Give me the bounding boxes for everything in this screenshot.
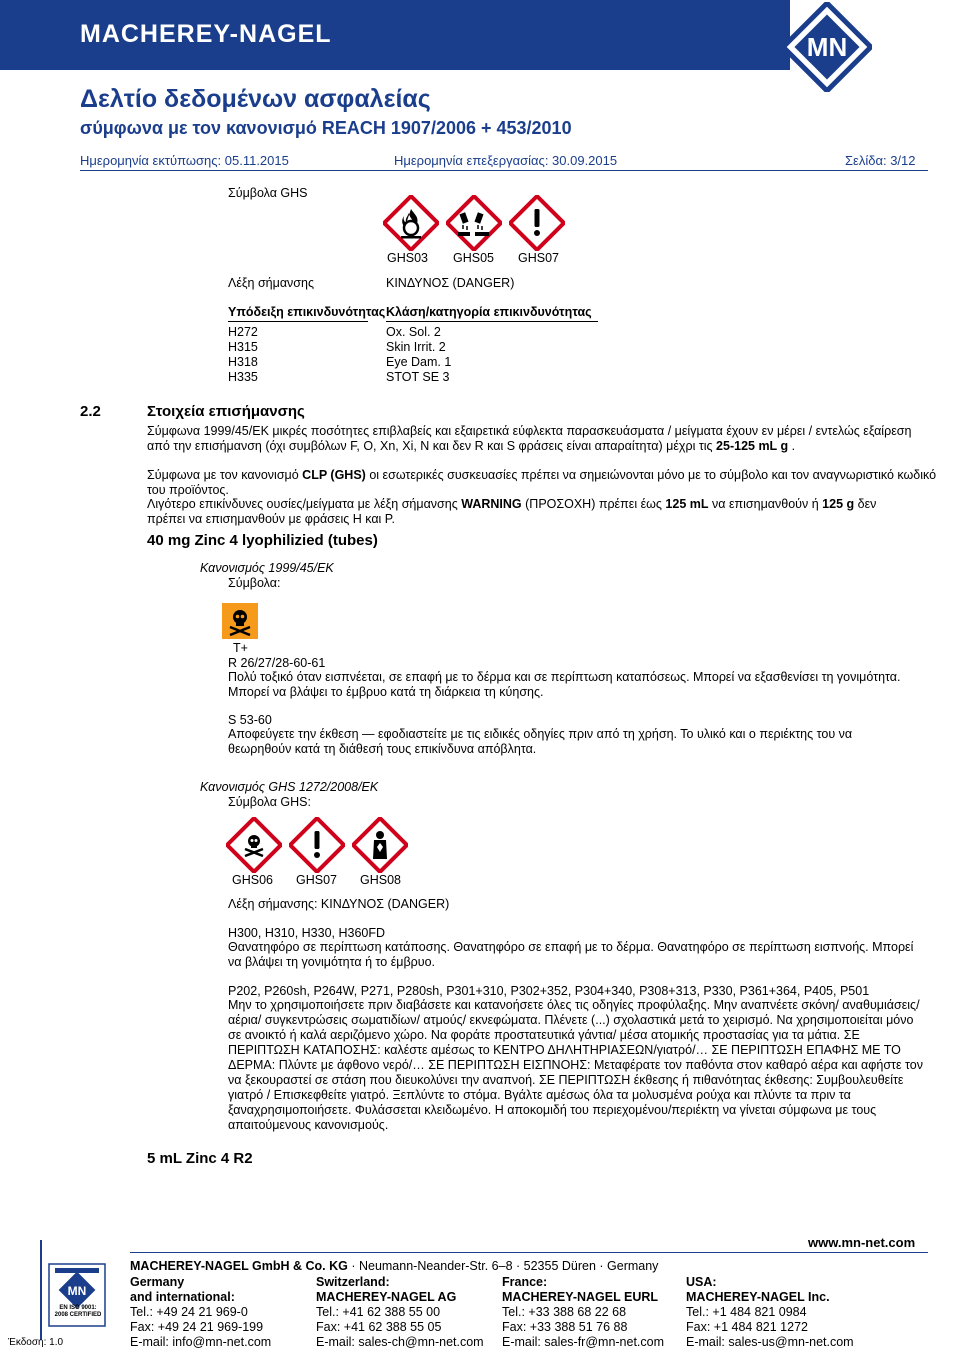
col-subheading: MACHEREY-NAGEL AG xyxy=(316,1290,457,1304)
exclamation-mark-icon xyxy=(509,195,565,251)
skull-crossbones-ghs-icon xyxy=(226,817,282,873)
symbol-code-t-plus: T+ xyxy=(233,641,248,655)
col-tel: Tel.: +33 388 68 22 68 xyxy=(502,1305,627,1319)
hazard-class: Ox. Sol. 2 xyxy=(386,325,441,339)
signal-word-line: Λέξη σήμανσης: ΚΙΝΔΥΝΟΣ (DANGER) xyxy=(228,897,450,911)
mn-logo-icon xyxy=(782,2,872,92)
brand-name: MACHEREY-NAGEL xyxy=(80,20,332,48)
p3-text-b: (ΠΡΟΣΟΧΗ) πρέπει έως xyxy=(525,497,662,511)
h-statement-codes: H300, H310, H330, H360FD xyxy=(228,926,386,940)
p3-bold-2: 125 mL xyxy=(665,497,709,511)
col-subheading: MACHEREY-NAGEL EURL xyxy=(502,1290,659,1304)
col-heading: France: xyxy=(502,1275,548,1289)
col-fax: Fax: +41 62 388 55 05 xyxy=(316,1320,442,1334)
r-phrases-text: Πολύ τοξικό όταν εισπνέεται, σε επαφή με το δέρμα και σε περίπτωση καταπόσεως. Μπορεί να εξασθενίσει τη γονιμότητα. Μπορεί να βλάψει το έμβρυο κατά τη διάρκεια τη κύησης. xyxy=(228,670,901,699)
company-name: MACHEREY-NAGEL GmbH & Co. KG xyxy=(130,1259,348,1273)
p2-text-a: Σύμφωνα με τον κανονισμό xyxy=(147,468,299,482)
signal-word-value: ΚΙΝΔΥΝΟΣ (DANGER) xyxy=(386,276,515,290)
p1-text: Σύμφωνα 1999/45/ΕΚ μικρές ποσότητες επιβλαβείς και εξαιρετικά εύφλεκτα παρασκευάσματα / μείγματα έχουν εν μέρει / εντελώς εξαίρεση από την επισήμανση (όχι συμβόλων F, O, Xn, Xi, N και δεν R και S φράσεις είναι απαραίτητα) μέχρι τις xyxy=(147,424,912,453)
ghs-code-1: GHS03 xyxy=(387,251,428,265)
footer-col-usa xyxy=(686,1275,854,1350)
exclamation-mark-ghs-icon xyxy=(289,817,345,873)
r-phrases: R 26/27/28-60-61 xyxy=(228,656,326,670)
col-fax: Fax: +49 24 21 969-199 xyxy=(130,1320,264,1334)
p3-text-c: να επισημανθούν ή xyxy=(712,497,819,511)
ghs-code-3: GHS07 xyxy=(518,251,559,265)
s-phrases-text: Αποφεύγετε την έκθεση — εφοδιαστείτε με τις ειδικές οδηγίες πριν από τη χρήση. Το υλικό και ο περιέκτης του να θεωρηθούν κατά τη διάθεσή τους επικίνδυνα απόβλητα. xyxy=(228,727,853,756)
col-tel: Tel.: +41 62 388 55 00 xyxy=(316,1305,441,1319)
regulation-label: Κανονισμός 1999/45/EK xyxy=(200,561,334,575)
hazard-code: H318 xyxy=(228,355,258,369)
ghs-code-08: GHS08 xyxy=(360,873,401,887)
version-label: Έκδοση: 1.0 xyxy=(8,1337,64,1348)
footer-divider xyxy=(130,1252,928,1253)
ghs-regulation-label: Κανονισμός GHS 1272/2008/EK xyxy=(200,780,379,794)
h-statement-text: Θανατηφόρο σε περίπτωση κατάποσης. Θανατηφόρο σε επαφή με το δέρμα. Θανατηφόρο σε περίπτωση εισπνοής. Μπορεί να βλάψει τη γονιμότητα ή το έμβρυο. xyxy=(228,940,914,969)
class-header: Κλάση/κατηγορία επικινδυνότητας xyxy=(386,305,592,319)
p3-bold-3: 125 g xyxy=(822,497,855,511)
col-heading: USA: xyxy=(686,1275,717,1289)
edit-date: Ημερομηνία επεξεργασίας: 30.09.2015 xyxy=(394,153,618,168)
col-subheading: and international: xyxy=(130,1290,235,1304)
p2-text-b: οι εσωτερικές συσκευασίες πρέπει να σημειώνονται μόνο με το σύμβολο και τον αναγνωριστικό κωδικό του προϊόντος. xyxy=(147,468,937,497)
hazard-header-rule xyxy=(228,321,368,322)
class-header-rule xyxy=(386,321,598,322)
ghs-code-2: GHS05 xyxy=(453,251,494,265)
page-title: Δελτίο δεδομένων ασφαλείας xyxy=(80,85,431,113)
ghs-code-07: GHS07 xyxy=(296,873,337,887)
ghs-code-06: GHS06 xyxy=(232,873,273,887)
health-hazard-icon xyxy=(352,817,408,873)
p3-text-d: δεν πρέπει να επισημανθούν με φράσεις H και P. xyxy=(147,497,877,526)
hazard-code: H315 xyxy=(228,340,258,354)
col-tel: Tel.: +49 24 21 969-0 xyxy=(130,1305,248,1319)
p2-bold: CLP (GHS) xyxy=(302,468,366,482)
header-divider xyxy=(80,170,928,171)
section-paragraph-2 xyxy=(147,468,937,498)
col-email[interactable]: E-mail: sales-us@mn-net.com xyxy=(686,1335,854,1349)
p3-bold-1: WARNING xyxy=(461,497,522,511)
hazard-class: Eye Dam. 1 xyxy=(386,355,452,369)
col-fax: Fax: +1 484 821 1272 xyxy=(686,1320,808,1334)
col-heading: Switzerland: xyxy=(316,1275,390,1289)
p1-end: . xyxy=(791,439,796,453)
col-tel: Tel.: +1 484 821 0984 xyxy=(686,1305,807,1319)
col-subheading: MACHEREY-NAGEL Inc. xyxy=(686,1290,830,1304)
ghs-symbols-label: Σύμβολα GHS xyxy=(228,186,308,200)
col-fax: Fax: +33 388 51 76 88 xyxy=(502,1320,628,1334)
section-paragraph-1 xyxy=(147,424,927,454)
hazard-class: STOT SE 3 xyxy=(386,370,450,384)
section-number: 2.2 xyxy=(80,403,101,420)
p1-bold: 25-125 mL g xyxy=(716,439,789,453)
company-line xyxy=(130,1259,658,1273)
col-heading: Germany xyxy=(130,1275,185,1289)
hazard-class: Skin Irrit. 2 xyxy=(386,340,446,354)
symbols-label: Σύμβολα: xyxy=(228,576,281,590)
hazard-code: H335 xyxy=(228,370,258,384)
col-email[interactable]: E-mail: sales-ch@mn-net.com xyxy=(316,1335,484,1349)
s-phrases: S 53-60 xyxy=(228,713,272,727)
company-address: · Neumann-Neander-Str. 6–8 · 52355 Düren · Germany xyxy=(351,1259,659,1273)
col-email[interactable]: E-mail: info@mn-net.com xyxy=(130,1335,272,1349)
section-title: Στοιχεία επισήμανσης xyxy=(147,403,305,420)
product-1-name: 40 mg Zinc 4 lyophilizied (tubes) xyxy=(147,532,378,549)
footer-accent-bar xyxy=(40,1240,42,1340)
p3-text-a: Λιγότερο επικίνδυνες ουσίες/μείγματα με λέξη σήμανσης xyxy=(147,497,458,511)
flame-over-circle-icon xyxy=(383,195,439,251)
skull-crossbones-icon xyxy=(222,603,258,639)
footer-col-france xyxy=(502,1275,664,1350)
footer-col-germany xyxy=(130,1275,271,1350)
page-subtitle: σύμφωνα με τον κανονισμό REACH 1907/2006 + 453/2010 xyxy=(80,118,572,138)
p-statement-text: Μην το χρησιμοποιήσετε πριν διαβάσετε και κατανοήσετε όλες τις οδηγίες προφύλαξης. Μην αναπνέετε σκόνη/ αναθυμιάσεις/ αέρια/ συγκεντρώσεις σωματιδίων/ ατμούς/ εκνεφώματα. Πλένετε (...) σχολαστικά μετά το χειρισμό. Να χρησιμοποιείται μόνο σε ανοικτό ή καλά αεριζόμενο χώρο. Να φοράτε προστατευτικά γάντια/ μέσα ατομικής προστασίας για τα μάτια. ΣΕ ΠΕΡΙΠΤΩΣΗ ΚΑΤΑΠΟΣΗΣ: καλέστε αμέσως το ΚΕΝΤΡΟ ΔΗΛΗΤΗΡΙΑΣΕΩΝ/γιατρό/… ΣΕ ΠΕΡΙΠΤΩΣΗ ΕΠΑΦΗΣ ΜΕ ΤΟ ΔΕΡΜΑ: Πλύντε με άφθονο νερό/… ΣΕ ΠΕΡΙΠΤΩΣΗ ΕΙΣΠΝΟΗΣ: Μεταφέρατε τον παθόντα στον καθαρό αέρα και αφήστε τον να ξεκουραστεί σε στάση που διευκολύνει την αναπνοή. ΣΕ ΠΕΡΙΠΤΩΣΗ έκθεσης ή πιθανότητας έκθεσης: Συμβουλευθείτε γιατρό / Επισκεφθείτε γιατρό. Ξεπλύντε το στόμα. Βγάλτε αμέσως όλα τα μολυσμένα ρούχα και πλύντε τα πριν τα ξαναχρησιμοποιήσετε. Φυλάσσεται κλειδωμένο. Η αποκομιδή του περιεχομένου/περιέκτη να γίνεται σύμφωνα με τους απαιτούμενους κανονισμούς. xyxy=(228,998,924,1132)
iso-cert-text: EN ISO 9001: 2008 CERTIFIED xyxy=(54,1305,102,1318)
print-date: Ημερομηνία εκτύπωσης: 05.11.2015 xyxy=(80,153,289,168)
website-url: www.mn-net.com xyxy=(808,1235,916,1250)
col-email[interactable]: E-mail: sales-fr@mn-net.com xyxy=(502,1335,665,1349)
signal-word-label: Λέξη σήμανσης xyxy=(228,276,314,290)
footer-col-switzerland xyxy=(316,1275,484,1350)
iso-logo-text: MN xyxy=(67,1284,87,1298)
ghs-symbols-label-2: Σύμβολα GHS: xyxy=(228,795,311,809)
page-number: Σελίδα: 3/12 xyxy=(845,153,916,168)
p-statement-codes: P202, P260sh, P264W, P271, P280sh, P301+310, P302+352, P304+340, P308+313, P330, P361+364, P405, P501 xyxy=(228,984,870,998)
section-paragraph-3 xyxy=(147,497,917,527)
logo-text: MN xyxy=(806,32,848,62)
hazard-header: Υπόδειξη επικινδυνότητας xyxy=(228,305,386,319)
hazard-code: H272 xyxy=(228,325,258,339)
product-2-name: 5 mL Zinc 4 R2 xyxy=(147,1150,253,1167)
corrosion-icon xyxy=(446,195,502,251)
